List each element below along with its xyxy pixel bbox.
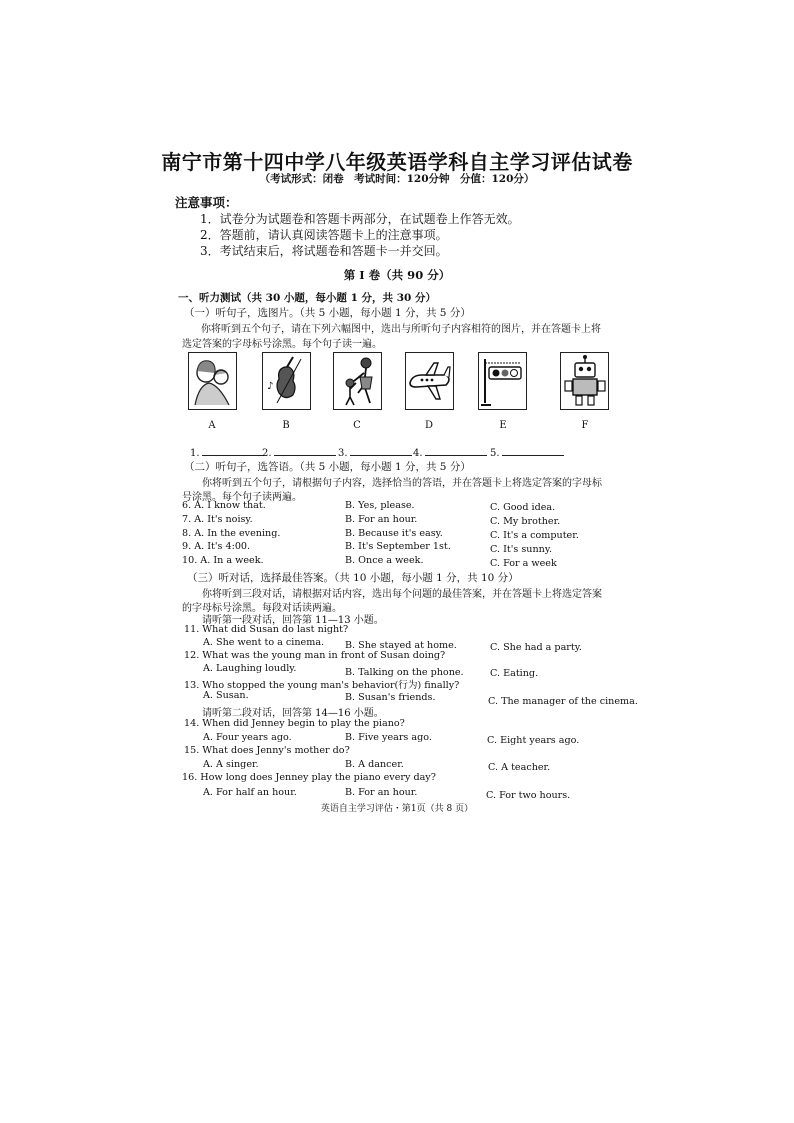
q8-option-b[interactable]: B. Because it's easy. <box>345 528 443 539</box>
q14-option-a[interactable]: A. Four years ago. <box>203 732 292 743</box>
notes-heading: 注意事项： <box>175 195 238 210</box>
picture-d <box>405 352 454 410</box>
q15-option-b[interactable]: B. A dancer. <box>345 759 404 770</box>
q11-question: 11. What did Susan do last night? <box>184 624 349 635</box>
blank-number: 5. <box>490 448 500 459</box>
dialog-2-intro: 请听第二段对话，回答第 14—16 小题。 <box>202 708 384 719</box>
exam-title: 南宁市第十四中学八年级英语学科自主学习评估试卷 <box>161 150 633 174</box>
section-3-instruction-line-2: 的字母标号涂黑。每段对话读两遍。 <box>182 603 342 614</box>
section-1-instruction-line-2: 选定答案的字母标号涂黑。每个句子读一遍。 <box>182 339 382 350</box>
q7-option-b[interactable]: B. For an hour. <box>345 514 418 525</box>
part-one-heading: 第 Ⅰ 卷（共 90 分） <box>343 268 451 282</box>
blank-number: 2. <box>262 448 272 459</box>
q10-option-b[interactable]: B. Once a week. <box>345 555 424 566</box>
dialog-1-intro: 请听第一段对话，回答第 11—13 小题。 <box>202 615 384 626</box>
section-2-instruction-line-1: 你将听到五个句子，请根据句子内容，选择恰当的答语，并在答题卡上将选定答案的字母标 <box>202 478 602 489</box>
q6-option-c[interactable]: C. Good idea. <box>490 502 556 513</box>
airplane-icon <box>406 353 453 409</box>
q11-option-b[interactable]: B. She stayed at home. <box>345 640 457 651</box>
q12-option-b[interactable]: B. Talking on the phone. <box>345 667 464 678</box>
q14-option-b[interactable]: B. Five years ago. <box>345 732 432 743</box>
q16-option-a[interactable]: A. For half an hour. <box>203 787 297 798</box>
picture-label-a: A <box>208 420 216 431</box>
note-item-3: 3．考试结束后，将试题卷和答题卡一并交回。 <box>200 244 448 258</box>
answer-blank-5[interactable] <box>490 445 564 459</box>
q11-option-a[interactable]: A. She went to a cinema. <box>203 637 325 648</box>
q6-option-b[interactable]: B. Yes, please. <box>345 500 415 511</box>
section-3-instruction-line-1: 你将听到三段对话，请根据对话内容，选出每个问题的最佳答案，并在答题卡上将选定答案 <box>202 589 602 600</box>
answer-blank-1[interactable] <box>190 445 264 459</box>
q16-option-b[interactable]: B. For an hour. <box>345 787 418 798</box>
picture-label-d: D <box>424 420 434 431</box>
section-1-heading: （一）听句子，选图片。（共 5 小题，每小题 1 分，共 5 分） <box>184 307 471 319</box>
picture-label-f: F <box>581 420 589 431</box>
section-1-instruction-line-1: 你将听到五个句子，请在下列六幅图中，选出与所听句子内容相符的图片，并在答题卡上将 <box>201 324 601 335</box>
q12-question: 12. What was the young man in front of Susan doing? <box>184 650 446 661</box>
answer-blank-2[interactable] <box>262 445 336 459</box>
blank-number: 4. <box>413 448 423 459</box>
q14-question: 14. When did Jenney begin to play the piano? <box>184 718 405 729</box>
exam-subtitle: （考试形式：闭卷 考试时间：120分钟 分值：120分） <box>259 173 535 185</box>
picture-f <box>560 352 609 410</box>
q13-option-c[interactable]: C. The manager of the cinema. <box>488 696 638 707</box>
q15-option-a[interactable]: A. A singer. <box>203 759 259 770</box>
q7-option-a[interactable]: 7. A. It's noisy. <box>182 514 253 525</box>
q9-option-a[interactable]: 9. A. It's 4:00. <box>182 541 251 552</box>
q16-question: 16. How long does Jenney play the piano every day? <box>182 772 436 783</box>
note-item-2: 2．答题前，请认真阅读答题卡上的注意事项。 <box>200 228 448 242</box>
section-3-heading: （三）听对话，选择最佳答案。（共 10 小题，每小题 1 分，共 10 分） <box>187 572 519 584</box>
q10-option-c[interactable]: C. For a week <box>490 558 557 569</box>
q9-option-b[interactable]: B. It's September 1st. <box>345 541 451 552</box>
q12-option-c[interactable]: C. Eating. <box>490 668 539 679</box>
picture-label-c: C <box>353 420 361 431</box>
q13-question: 13. Who stopped the young man's behavior(行为) finally? <box>184 680 460 691</box>
picture-b <box>262 352 311 410</box>
q10-option-a[interactable]: 10. A. In a week. <box>182 555 264 566</box>
q8-option-a[interactable]: 8. A. In the evening. <box>182 528 281 539</box>
q13-option-b[interactable]: B. Susan's friends. <box>345 692 436 703</box>
picture-a <box>188 352 237 410</box>
q11-option-c[interactable]: C. She had a party. <box>490 642 582 653</box>
q15-question: 15. What does Jenny's mother do? <box>184 745 350 756</box>
listening-heading: 一、听力测试（共 30 小题，每小题 1 分，共 30 分） <box>178 292 436 304</box>
section-2-instruction-line-2: 号涂黑。每个句子读两遍。 <box>182 492 302 503</box>
q16-option-c[interactable]: C. For two hours. <box>486 790 571 801</box>
q15-option-c[interactable]: C. A teacher. <box>488 762 551 773</box>
picture-c <box>333 352 382 410</box>
page-footer: 英语自主学习评估・第1页（共 8 页） <box>320 804 474 814</box>
answer-blank-3[interactable] <box>338 445 412 459</box>
q8-option-c[interactable]: C. It's a computer. <box>490 530 579 541</box>
mother-child-walking-icon <box>334 353 381 409</box>
note-item-1: 1．试卷分为试题卷和答题卡两部分，在试题卷上作答无效。 <box>200 212 520 226</box>
section-2-heading: （二）听句子，选答语。（共 5 小题，每小题 1 分，共 5 分） <box>184 461 471 473</box>
picture-label-e: E <box>499 420 507 431</box>
q12-option-a[interactable]: A. Laughing loudly. <box>203 663 297 674</box>
q6-option-a[interactable]: 6. A. I know that. <box>182 500 266 511</box>
blank-number: 1. <box>190 448 200 459</box>
picture-e <box>478 352 527 410</box>
svg-text:♪: ♪ <box>267 381 274 392</box>
q13-option-a[interactable]: A. Susan. <box>203 690 249 701</box>
answer-blank-4[interactable] <box>413 445 487 459</box>
traffic-light-icon <box>479 353 526 409</box>
q14-option-c[interactable]: C. Eight years ago. <box>487 735 580 746</box>
q7-option-c[interactable]: C. My brother. <box>490 516 561 527</box>
picture-label-b: B <box>282 420 290 431</box>
violin-icon <box>263 353 310 409</box>
robot-icon <box>561 353 608 409</box>
blank-number: 3. <box>338 448 348 459</box>
q9-option-c[interactable]: C. It's sunny. <box>490 544 553 555</box>
mother-baby-icon <box>189 353 236 409</box>
